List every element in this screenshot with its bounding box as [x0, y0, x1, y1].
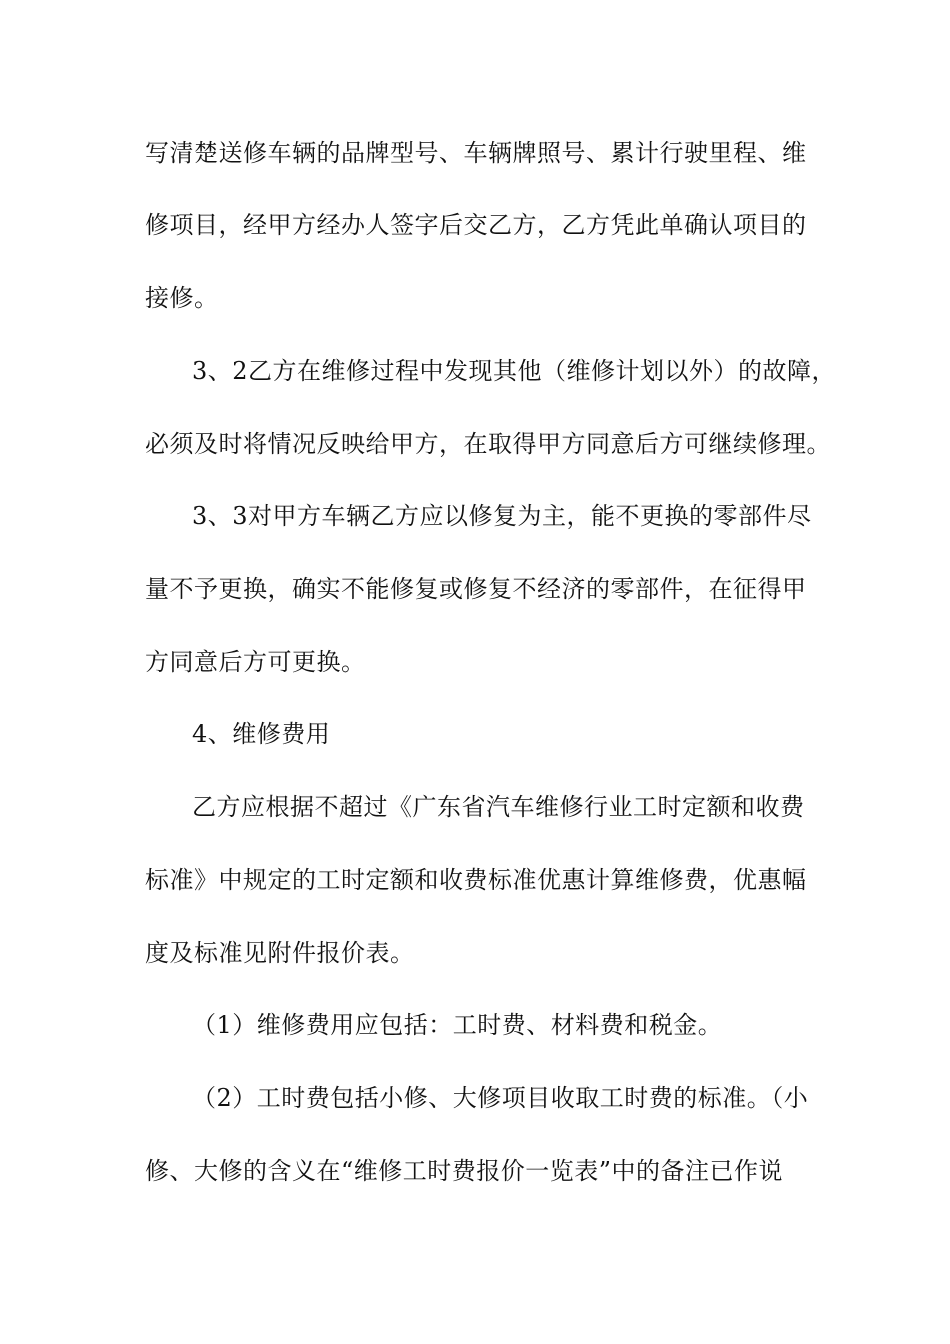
text-line: 乙方应根据不超过《广东省汽车维修行业工时定额和收费 [192, 793, 805, 821]
text-line: 修项目，经甲方经办人签字后交乙方，乙方凭此单确认项目的 [145, 211, 807, 239]
text-line: 接修。 [145, 284, 219, 312]
text-line: 写清楚送修车辆的品牌型号、车辆牌照号、累计行驶里程、维 [145, 139, 807, 167]
text-line: 方同意后方可更换。 [145, 648, 366, 676]
text-line: 3、3对甲方车辆乙方应以修复为主，能不更换的零部件尽 [192, 502, 812, 530]
text-line: 必须及时将情况反映给甲方，在取得甲方同意后方可继续修理。 [145, 430, 831, 458]
text-line: 修、大修的含义在“维修工时费报价一览表”中的备注已作说 [145, 1157, 784, 1185]
text-line: （2）工时费包括小修、大修项目收取工时费的标准。（小 [192, 1084, 809, 1112]
text-line: 度及标准见附件报价表。 [145, 939, 415, 967]
text-line: 3、2乙方在维修过程中发现其他（维修计划以外）的故障， [192, 357, 837, 385]
text-line: 量不予更换，确实不能修复或修复不经济的零部件，在征得甲 [145, 575, 807, 603]
section-heading: 4、维修费用 [192, 720, 331, 748]
text-line: 标准》中规定的工时定额和收费标准优惠计算维修费，优惠幅 [145, 866, 807, 894]
text-line: （1）维修费用应包括：工时费、材料费和税金。 [192, 1011, 723, 1039]
